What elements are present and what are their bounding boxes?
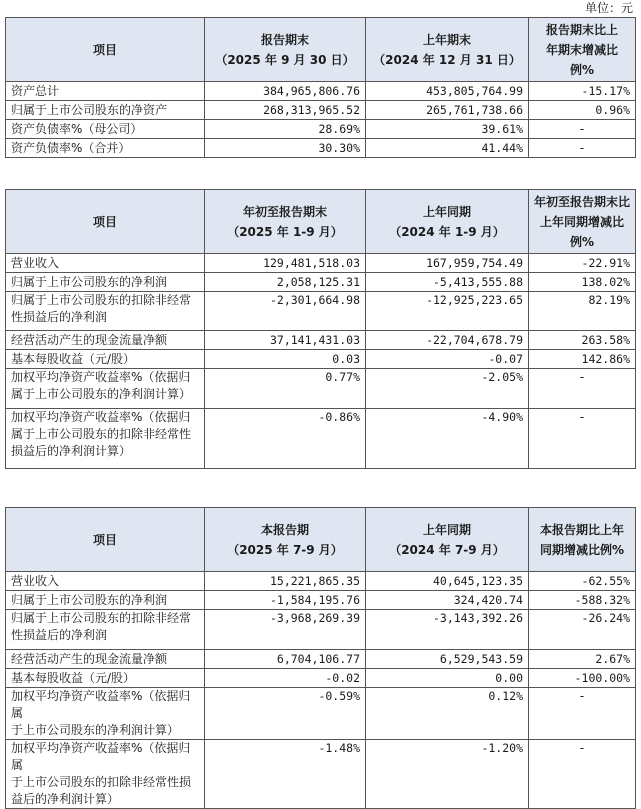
row-label xyxy=(6,82,205,101)
row-label-line: 营业收入 xyxy=(11,255,60,270)
row-label-line: 资产负债率%（母公司） xyxy=(11,121,143,136)
table-row xyxy=(6,350,636,369)
table-header-row xyxy=(6,18,636,82)
row-label-line: 属于上市公司股东的扣除非经常性 xyxy=(11,427,192,441)
row-label-line: 加权平均净资产收益率%（依据归属 xyxy=(11,741,191,772)
row-label-line: 加权平均净资产收益率%（依据归 xyxy=(11,370,191,384)
row-label-line: 基本每股收益（元/股） xyxy=(11,670,136,685)
value-cell: 30.30% xyxy=(205,139,366,158)
header-line: 年初至报告期末比 xyxy=(534,194,631,209)
column-header xyxy=(205,508,366,572)
header-line: 项目 xyxy=(92,532,117,547)
value-cell: -4.90% xyxy=(366,409,529,469)
header-line: 年期末增减比 xyxy=(545,42,618,57)
value-cell: 167,959,754.49 xyxy=(366,254,529,273)
row-label xyxy=(6,740,205,809)
row-label xyxy=(6,292,205,331)
row-label-line: 经营活动产生的现金流量净额 xyxy=(11,332,168,347)
table-row xyxy=(6,610,636,650)
change-cell: - xyxy=(529,369,636,409)
change-cell: 2.67% xyxy=(529,650,636,669)
table-row xyxy=(6,650,636,669)
row-label-line: 性损益后的净利润 xyxy=(11,310,108,324)
row-label-line: 损益后的净利润计算） xyxy=(11,444,132,458)
row-label xyxy=(6,591,205,610)
change-cell: - xyxy=(529,409,636,469)
value-cell: -1.20% xyxy=(366,740,529,809)
balance-table xyxy=(5,17,636,158)
value-cell: 39.61% xyxy=(366,120,529,139)
value-cell: 0.03 xyxy=(205,350,366,369)
change-cell: -22.91% xyxy=(529,254,636,273)
row-label xyxy=(6,669,205,688)
change-cell: 263.58% xyxy=(529,331,636,350)
value-cell: -0.07 xyxy=(366,350,529,369)
value-cell: 28.69% xyxy=(205,120,366,139)
column-header xyxy=(529,508,636,572)
row-label xyxy=(6,572,205,591)
value-cell: 41.44% xyxy=(366,139,529,158)
header-line: 项目 xyxy=(92,214,117,229)
header-line: （2024 年 12 月 31 日） xyxy=(373,52,521,67)
row-label xyxy=(6,688,205,740)
column-header xyxy=(6,18,205,82)
row-label xyxy=(6,369,205,409)
value-cell: 265,761,738.66 xyxy=(366,101,529,120)
ytd-table xyxy=(5,189,636,469)
row-label-line: 加权平均净资产收益率%（依据归属 xyxy=(11,689,191,720)
row-label xyxy=(6,139,205,158)
table-row xyxy=(6,669,636,688)
row-label-line: 基本每股收益（元/股） xyxy=(11,351,136,366)
change-cell: 142.86% xyxy=(529,350,636,369)
value-cell: -0.59% xyxy=(205,688,366,740)
row-label xyxy=(6,101,205,120)
row-label-line: 营业收入 xyxy=(11,573,60,588)
column-header xyxy=(366,508,529,572)
header-line: （2025 年 9 月 30 日） xyxy=(215,52,355,67)
value-cell: 0.77% xyxy=(205,369,366,409)
header-line: 例% xyxy=(569,62,595,77)
change-cell: - xyxy=(529,688,636,740)
row-label-line: 资产负债率%（合并） xyxy=(11,140,131,155)
change-cell: -588.32% xyxy=(529,591,636,610)
value-cell: 0.12% xyxy=(366,688,529,740)
row-label xyxy=(6,610,205,650)
header-line: 例% xyxy=(569,234,595,249)
value-cell: -2,301,664.98 xyxy=(205,292,366,331)
value-cell: 6,529,543.59 xyxy=(366,650,529,669)
table-row xyxy=(6,740,636,809)
value-cell: 40,645,123.35 xyxy=(366,572,529,591)
header-line: 项目 xyxy=(92,42,117,57)
header-line: 上年期末 xyxy=(422,32,471,47)
row-label-line: 归属于上市公司股东的净利润 xyxy=(11,274,168,289)
change-cell: -26.24% xyxy=(529,610,636,650)
table-header-row xyxy=(6,190,636,254)
column-header xyxy=(529,18,636,82)
unit-label: 单位：元 xyxy=(584,1,633,15)
row-label xyxy=(6,331,205,350)
row-label-line: 属于上市公司股东的净利润计算） xyxy=(11,387,192,401)
row-label-line: 经营活动产生的现金流量净额 xyxy=(11,651,168,666)
table-row xyxy=(6,688,636,740)
header-line: 本报告期比上年 xyxy=(539,522,624,537)
value-cell: -5,413,555.88 xyxy=(366,273,529,292)
header-line: 本报告期 xyxy=(260,522,309,537)
change-cell: -15.17% xyxy=(529,82,636,101)
column-header xyxy=(366,190,529,254)
header-line: 上年同期 xyxy=(422,204,471,219)
header-line: 报告期末比上 xyxy=(545,22,618,37)
row-label-line: 归属于上市公司股东的扣除非经常 xyxy=(11,611,192,625)
value-cell: -1,584,195.76 xyxy=(205,591,366,610)
value-cell: 37,141,431.03 xyxy=(205,331,366,350)
row-label-line: 资产总计 xyxy=(11,83,60,98)
value-cell: 268,313,965.52 xyxy=(205,101,366,120)
header-line: （2024 年 7-9 月） xyxy=(389,542,505,557)
table-row xyxy=(6,254,636,273)
table-row xyxy=(6,331,636,350)
value-cell: -0.86% xyxy=(205,409,366,469)
header-line: （2025 年 1-9 月） xyxy=(227,224,343,239)
row-label-line: 于上市公司股东的净利润计算） xyxy=(11,723,180,737)
value-cell: 2,058,125.31 xyxy=(205,273,366,292)
header-line: 同期增减比例% xyxy=(539,542,625,557)
column-header xyxy=(366,18,529,82)
header-line: 年初至报告期末 xyxy=(242,204,327,219)
value-cell: -0.02 xyxy=(205,669,366,688)
change-cell: 82.19% xyxy=(529,292,636,331)
row-label-line: 于上市公司股东的扣除非经常性损 xyxy=(11,775,192,789)
header-line: （2024 年 1-9 月） xyxy=(389,224,505,239)
table-row xyxy=(6,572,636,591)
row-label-line: 归属于上市公司股东的扣除非经常 xyxy=(11,293,192,307)
table-row xyxy=(6,409,636,469)
value-cell: 324,420.74 xyxy=(366,591,529,610)
table-row xyxy=(6,120,636,139)
table-row xyxy=(6,101,636,120)
table-row xyxy=(6,273,636,292)
value-cell: 0.00 xyxy=(366,669,529,688)
row-label xyxy=(6,350,205,369)
change-cell: -62.55% xyxy=(529,572,636,591)
row-label-line: 加权平均净资产收益率%（依据归 xyxy=(11,410,191,424)
value-cell: 453,805,764.99 xyxy=(366,82,529,101)
value-cell: -1.48% xyxy=(205,740,366,809)
value-cell: 129,481,518.03 xyxy=(205,254,366,273)
column-header xyxy=(529,190,636,254)
table-row xyxy=(6,292,636,331)
row-label xyxy=(6,254,205,273)
value-cell: 384,965,806.76 xyxy=(205,82,366,101)
column-header xyxy=(205,190,366,254)
value-cell: -12,925,223.65 xyxy=(366,292,529,331)
change-cell: - xyxy=(529,120,636,139)
row-label xyxy=(6,273,205,292)
value-cell: 6,704,106.77 xyxy=(205,650,366,669)
row-label xyxy=(6,120,205,139)
row-label-line: 归属于上市公司股东的净资产 xyxy=(11,102,168,117)
column-header xyxy=(6,508,205,572)
table-row xyxy=(6,591,636,610)
header-line: 上年同期增减比 xyxy=(539,214,624,229)
quarter-table xyxy=(5,507,636,809)
row-label-line: 性损益后的净利润 xyxy=(11,628,108,642)
header-line: 上年同期 xyxy=(422,522,471,537)
row-label xyxy=(6,409,205,469)
header-line: （2025 年 7-9 月） xyxy=(227,542,343,557)
value-cell: -2.05% xyxy=(366,369,529,409)
value-cell: -3,143,392.26 xyxy=(366,610,529,650)
row-label-line: 益后的净利润计算） xyxy=(11,792,120,806)
table-row xyxy=(6,82,636,101)
value-cell: -22,704,678.79 xyxy=(366,331,529,350)
row-label xyxy=(6,650,205,669)
change-cell: 138.02% xyxy=(529,273,636,292)
column-header xyxy=(205,18,366,82)
row-label-line: 归属于上市公司股东的净利润 xyxy=(11,592,168,607)
change-cell: 0.96% xyxy=(529,101,636,120)
header-line: 报告期末 xyxy=(260,32,309,47)
change-cell: - xyxy=(529,740,636,809)
change-cell: - xyxy=(529,139,636,158)
table-header-row xyxy=(6,508,636,572)
value-cell: -3,968,269.39 xyxy=(205,610,366,650)
change-cell: -100.00% xyxy=(529,669,636,688)
table-row xyxy=(6,369,636,409)
column-header xyxy=(6,190,205,254)
value-cell: 15,221,865.35 xyxy=(205,572,366,591)
table-row xyxy=(6,139,636,158)
